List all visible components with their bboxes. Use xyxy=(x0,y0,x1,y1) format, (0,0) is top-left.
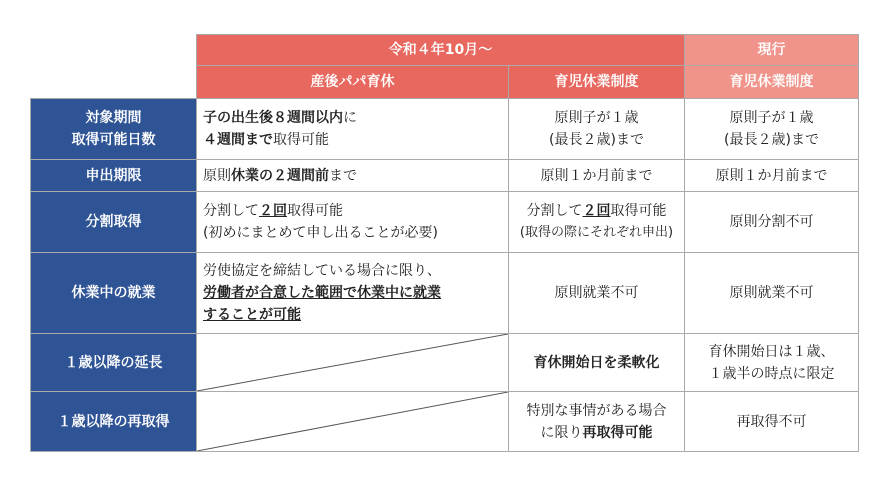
cell-text: 原則子が１歳 xyxy=(554,110,639,126)
cell-papa-extend-na xyxy=(197,334,509,392)
cell-text: に xyxy=(343,110,357,126)
cell-text: に限り xyxy=(540,424,583,441)
cell-text: 休業の２週間前 xyxy=(231,167,329,184)
table-row xyxy=(31,334,859,392)
cell-text: 再取得可能 xyxy=(582,424,653,441)
cell-text: (取得の際にそれぞれ申出) xyxy=(519,225,674,240)
cell-text: まで xyxy=(329,167,357,184)
corner-blank xyxy=(31,35,197,66)
table-row xyxy=(31,160,859,192)
cell-current-deadline: 原則１か月前まで xyxy=(685,160,859,192)
corner-blank-2 xyxy=(31,66,197,99)
table-row xyxy=(31,392,859,452)
cell-papa-split xyxy=(197,192,509,253)
cell-text: １歳半の時点に限定 xyxy=(708,365,835,382)
cell-text: 取得可能 xyxy=(273,132,329,148)
row-header-period xyxy=(31,99,197,160)
header-new-system: 令和４年10月～ xyxy=(197,35,685,66)
cell-current-split: 原則分割不可 xyxy=(685,192,859,253)
header-papa-leave: 産後パパ育休 xyxy=(197,66,509,99)
cell-new-work: 原則就業不可 xyxy=(509,253,685,334)
cell-text: ４週間まで xyxy=(203,132,273,148)
row-header-split: 分割取得 xyxy=(31,192,197,253)
cell-text: 特別な事情がある場合 xyxy=(526,402,667,419)
header-childcare-new: 育児休業制度 xyxy=(509,66,685,99)
cell-text: 取得可能 xyxy=(287,203,343,219)
diagonal-line xyxy=(197,392,508,451)
cell-new-split xyxy=(509,192,685,253)
cell-text: (最長２歳)まで xyxy=(724,132,819,148)
row-header-line: 対象期間 xyxy=(85,110,142,126)
comparison-table xyxy=(30,34,859,452)
cell-text: (初めにまとめて申し出ることが必要) xyxy=(203,225,438,241)
row-header-work: 休業中の就業 xyxy=(31,253,197,334)
cell-papa-work xyxy=(197,253,509,334)
cell-text: ２回 xyxy=(259,203,287,219)
cell-text: 育休開始日を柔軟化 xyxy=(533,354,660,371)
header-childcare-current: 育児休業制度 xyxy=(685,66,859,99)
cell-text: 原則子が１歳 xyxy=(729,110,814,126)
table-row xyxy=(31,99,859,160)
cell-text: ２回 xyxy=(582,203,611,219)
cell-text: 労使協定を締結している場合に限り、 xyxy=(203,263,441,279)
cell-papa-deadline xyxy=(197,160,509,192)
cell-text: 子の出生後８週間以内 xyxy=(203,110,343,126)
cell-new-retake xyxy=(509,392,685,452)
row-header-extend: １歳以降の延長 xyxy=(31,334,197,392)
cell-new-extend xyxy=(509,334,685,392)
row-header-line: 取得可能日数 xyxy=(71,132,156,148)
cell-current-extend xyxy=(685,334,859,392)
diagonal-line xyxy=(197,334,508,391)
cell-text: 労働者が合意した範囲で休業中に就業 xyxy=(203,285,441,301)
cell-text: 育休開始日は１歳、 xyxy=(708,343,835,360)
row-header-deadline: 申出期限 xyxy=(31,160,197,192)
table-row xyxy=(31,192,859,253)
cell-text: 分割して xyxy=(526,203,583,219)
cell-papa-period xyxy=(197,99,509,160)
cell-text: 取得可能 xyxy=(610,203,667,219)
cell-text: (最長２歳)まで xyxy=(549,132,644,148)
header-current-system: 現行 xyxy=(685,35,859,66)
cell-current-retake: 再取得不可 xyxy=(685,392,859,452)
cell-current-work: 原則就業不可 xyxy=(685,253,859,334)
cell-papa-retake-na xyxy=(197,392,509,452)
cell-new-deadline: 原則１か月前まで xyxy=(509,160,685,192)
cell-text: することが可能 xyxy=(203,307,301,323)
table-row xyxy=(31,253,859,334)
cell-text: 分割して xyxy=(203,203,259,219)
cell-new-period xyxy=(509,99,685,160)
cell-text: 原則 xyxy=(203,167,231,184)
row-header-retake: １歳以降の再取得 xyxy=(31,392,197,452)
cell-current-period xyxy=(685,99,859,160)
